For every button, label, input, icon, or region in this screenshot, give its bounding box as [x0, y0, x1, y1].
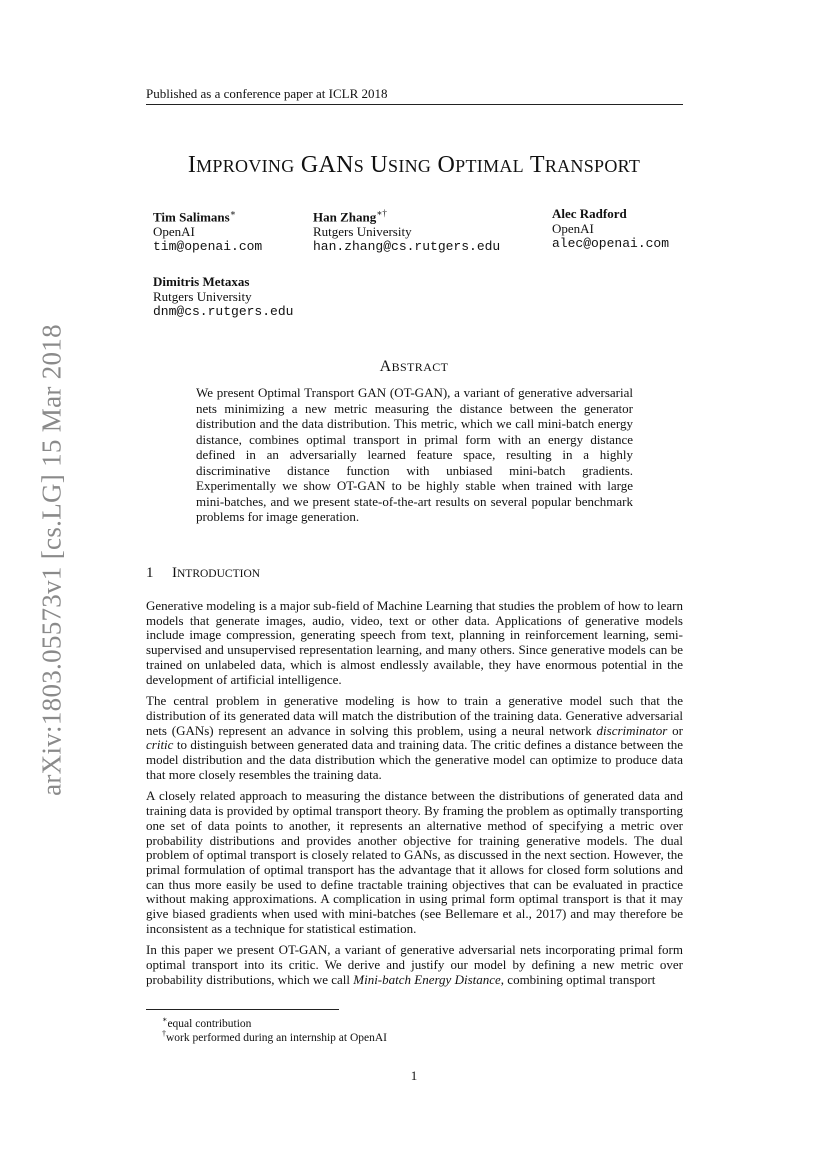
- author-affiliation: Rutgers University: [153, 289, 252, 304]
- author-block: [552, 206, 669, 251]
- footnote-rule: [146, 1009, 339, 1010]
- footnote: †work performed during an internship at OpenAI: [162, 1029, 387, 1044]
- author-block: Han Zhang∗† Rutgers University han.zhang@cs.rutgers.edu: [313, 208, 501, 255]
- arxiv-stamp-text: arXiv:1803.05573v1 [cs.LG] 15 Mar 2018: [36, 324, 67, 796]
- author-affiliation: OpenAI: [153, 224, 195, 240]
- paragraph: The central problem in generative modeling is how to train a generative model such that the distribution of its generated data will match the distribution of the training data. Generative adversarial nets (GANs) represent an advance in solving this problem, using a neural network discriminator or critic to distinguish between generated data and training data. The critic defines a distance between the model distribution and the data distribution which the generative model can optimize to produce data that more closely resembles the training data.: [146, 693, 683, 782]
- author-name: Dimitris Metaxas: [153, 274, 250, 289]
- author-block: [153, 274, 293, 319]
- author-block: Tim Salimans∗ OpenAI tim@openai.com: [153, 208, 263, 255]
- abstract-text: We present Optimal Transport GAN (OT-GAN), a variant of generative adversarial nets minimizing a new metric measuring the distance between the generator distribution and the data distribution. This metric, which we call mini-batch energy distance, combines optimal transport in primal form with an energy distance defined in an adversarially learned feature space, resulting in a highly discriminative distance function with unbiased mini-batch gradients. Experimentally we show OT-GAN to be highly stable when trained with large mini-batches, and we present state-of-the-art results on several popular benchmark problems for image generation.: [196, 385, 633, 524]
- author-email: tim@openai.com: [153, 239, 263, 255]
- body-text: [146, 599, 683, 995]
- author-affiliation: Rutgers University: [313, 224, 412, 240]
- paragraph: In this paper we present OT-GAN, a variant of generative adversarial nets incorporating primal form optimal transport into its critic. We derive and justify our model by defining a new metric over probability distributions, which we call Mini-batch Energy Distance, combining optimal transport: [146, 942, 683, 987]
- author-email: dnm@cs.rutgers.edu: [153, 304, 294, 319]
- author-name: Tim Salimans: [153, 209, 230, 225]
- page-number: 1: [410, 1068, 418, 1083]
- author-email: han.zhang@cs.rutgers.edu: [313, 239, 501, 255]
- paragraph: A closely related approach to measuring the distance between the distributions of generated data and training data is provided by optimal transport theory. By framing the problem as optimally transporting one set of data points to another, it represents an alternative method of specifying a metric over probability distributions and provides another objective for training generative models. The dual problem of optimal transport is closely related to GANs, as discussed in the next section. However, the primal formulation of optimal transport has the advantage that it allows for closed form solutions and can thus more easily be used to define tractable training objectives that can be evaluated in practice without making approximations. A complication in using primal form optimal transport is that it may give biased gradients when used with mini-batches (see Bellemare et al., 2017) and may therefore be inconsistent as a technique for statistical estimation.: [146, 788, 683, 936]
- running-header: Published as a conference paper at ICLR 2018: [146, 86, 683, 105]
- author-email: alec@openai.com: [552, 236, 670, 251]
- author-affiliation: OpenAI: [552, 221, 594, 236]
- section-heading: 1 INTRODUCTION: [146, 565, 261, 581]
- paper-title: IMPROVING GANS USING OPTIMAL TRANSPORT: [187, 152, 641, 178]
- author-name: Alec Radford: [552, 206, 627, 221]
- abstract-heading: ABSTRACT: [379, 358, 449, 375]
- paragraph: Generative modeling is a major sub-field of Machine Learning that studies the problem of how to learn models that generate images, audio, video, text or other data. Applications of generative models include image compression, generating speech from text, planning in reinforcement learning, semi-supervised and unsupervised representation learning, and many others. Since generative models can be trained on unlabeled data, which is almost endlessly available, they have enormous potential in the development of artificial intelligence.: [146, 598, 683, 687]
- footnote: ∗equal contribution: [162, 1015, 252, 1030]
- author-name: Han Zhang: [313, 209, 377, 225]
